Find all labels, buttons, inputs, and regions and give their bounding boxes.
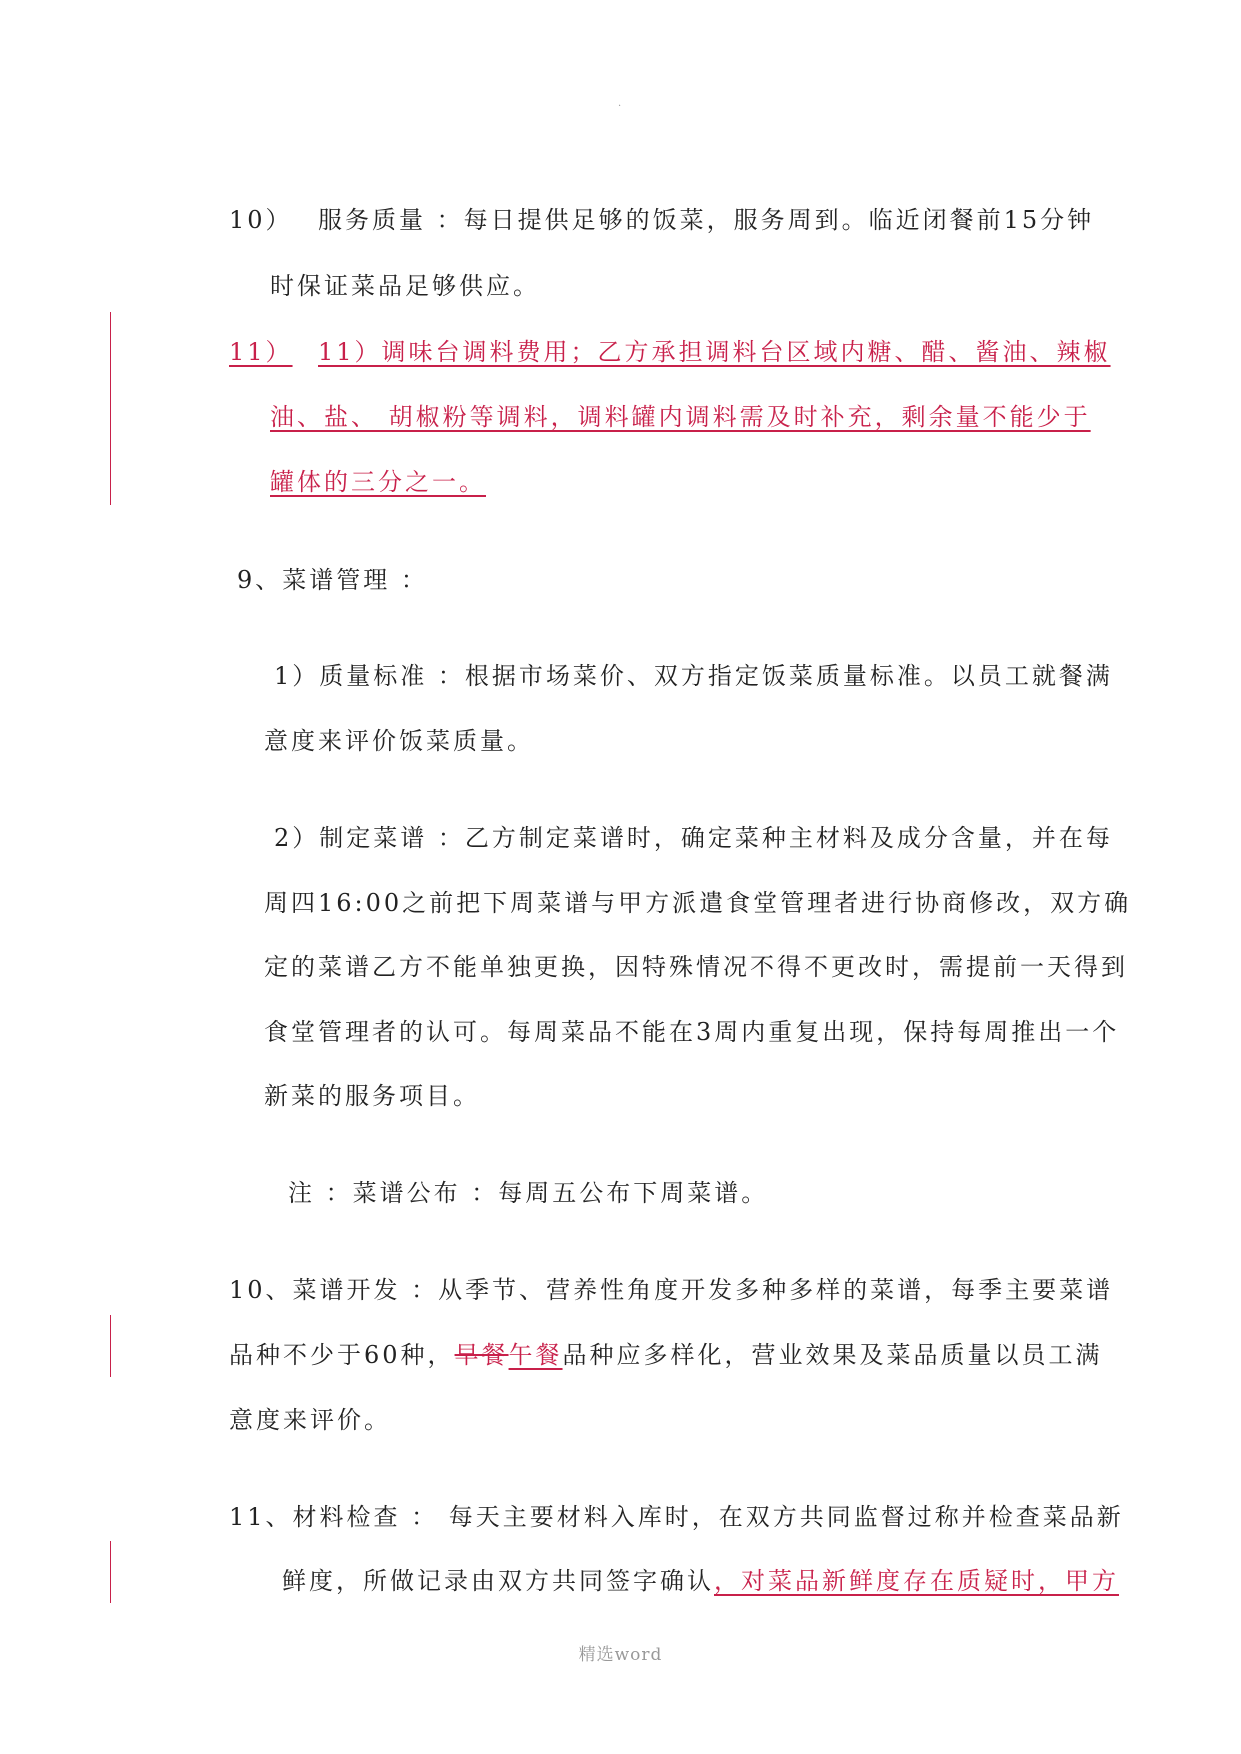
section10-inserted-text: 午餐	[508, 1341, 563, 1369]
item10-line2: 时保证菜品足够供应。	[270, 272, 540, 300]
section9-p2-line3: 定的菜谱乙方不能单独更换，因特殊情况不得不更改时，需提前一天得到	[264, 953, 1128, 981]
section11-line1: 11、材料检查 ： 每天主要材料入库时，在双方共同监督过称并检查菜品新	[229, 1503, 1124, 1531]
section9-p2-line2: 周四16:00之前把下周菜谱与甲方派遣食堂管理者进行协商修改，双方确	[264, 889, 1132, 917]
section10-line1: 10、菜谱开发 ：从季节、营养性角度开发多种多样的菜谱，每季主要菜谱	[229, 1276, 1114, 1304]
header-dot: .	[618, 98, 622, 109]
section9-note: 注 ：菜谱公布 ：每周五公布下周菜谱。	[288, 1179, 769, 1207]
section9-p2-line1: 2）制定菜谱 ：乙方制定菜谱时，确定菜种主材料及成分含量，并在每	[274, 824, 1113, 852]
section11-line2-a: 鲜度，所做记录由双方共同签字确认	[282, 1567, 714, 1595]
item11-number: 11）	[229, 338, 293, 366]
section9-heading: 9、菜谱管理 ：	[237, 566, 428, 594]
revision-bar-item11	[110, 312, 111, 505]
section10-line2-a: 品种不少于60种，	[229, 1341, 455, 1369]
item10-line1: 服务质量 ：每日提供足够的饭菜，服务周到。临近闭餐前15分钟	[318, 206, 1095, 234]
section10-deleted-text: 早餐	[454, 1341, 509, 1369]
item11-line3: 罐体的三分之一。	[270, 468, 486, 496]
section9-p2-line5: 新菜的服务项目。	[264, 1082, 480, 1110]
section11-line2	[282, 1561, 1119, 1596]
footer-watermark: 精选word	[578, 1645, 663, 1665]
item11-line1: 11）调味台调料费用；乙方承担调料台区域内糖、醋、酱油、辣椒	[318, 338, 1111, 366]
section11-inserted-text: ，对菜品新鲜度存在质疑时，甲方	[714, 1567, 1119, 1595]
section9-p1-line1: 1）质量标准 ：根据市场菜价、双方指定饭菜质量标准。以员工就餐满	[274, 662, 1113, 690]
revision-bar-section11	[110, 1541, 111, 1603]
section10-line2-b: 品种应多样化，营业效果及菜品质量以员工满	[562, 1341, 1103, 1369]
item10-number: 10）	[229, 206, 293, 234]
item11-line2: 油、盐、 胡椒粉等调料，调料罐内调料需及时补充，剩余量不能少于	[270, 403, 1091, 431]
section9-p1-line2: 意度来评价饭菜质量。	[264, 727, 534, 755]
section10-line3: 意度来评价。	[229, 1406, 391, 1434]
section10-line2	[229, 1335, 1103, 1370]
section9-p2-line4: 食堂管理者的认可。每周菜品不能在3周内重复出现，保持每周推出一个	[264, 1018, 1120, 1046]
revision-bar-section10	[110, 1315, 111, 1377]
